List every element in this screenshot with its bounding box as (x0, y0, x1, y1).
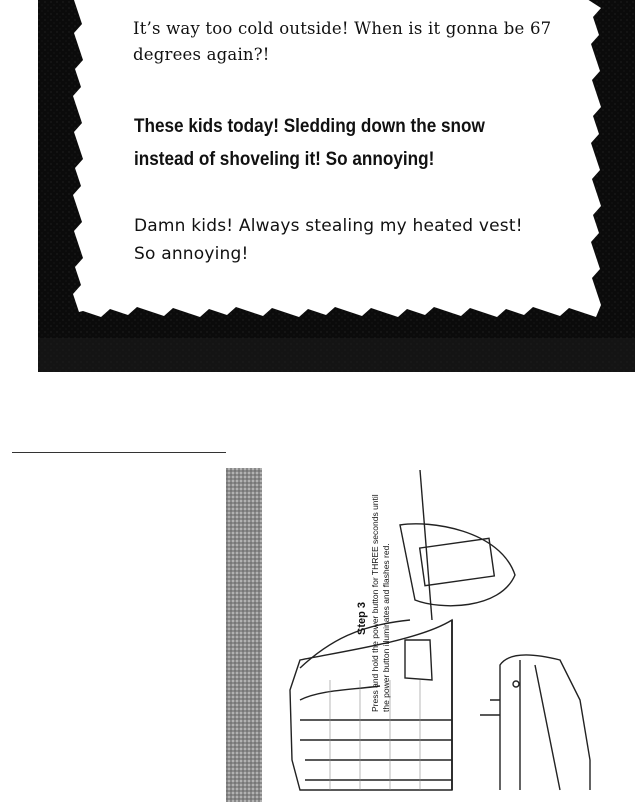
step-3-heading: Step 3 (356, 601, 368, 635)
quick-start-guide (226, 468, 635, 802)
quote-3: Damn kids! Always stealing my heated vest! So annoying! (134, 216, 523, 264)
guide-illustration (226, 468, 635, 802)
quote-2: These kids today! Sledding down the snow instead of shoveling it! So annoying! (134, 115, 485, 170)
meme-panel (38, 0, 635, 372)
divider-line (12, 452, 226, 453)
title-strip (226, 468, 262, 802)
vest-drawing (290, 470, 590, 790)
step-3-text: Press and hold the power button for THREE seconds until the power button illuminates and flashes red. (370, 494, 391, 712)
quote-1: It’s way too cold outside! When is it gonna be 67 degrees again?! (133, 19, 552, 64)
